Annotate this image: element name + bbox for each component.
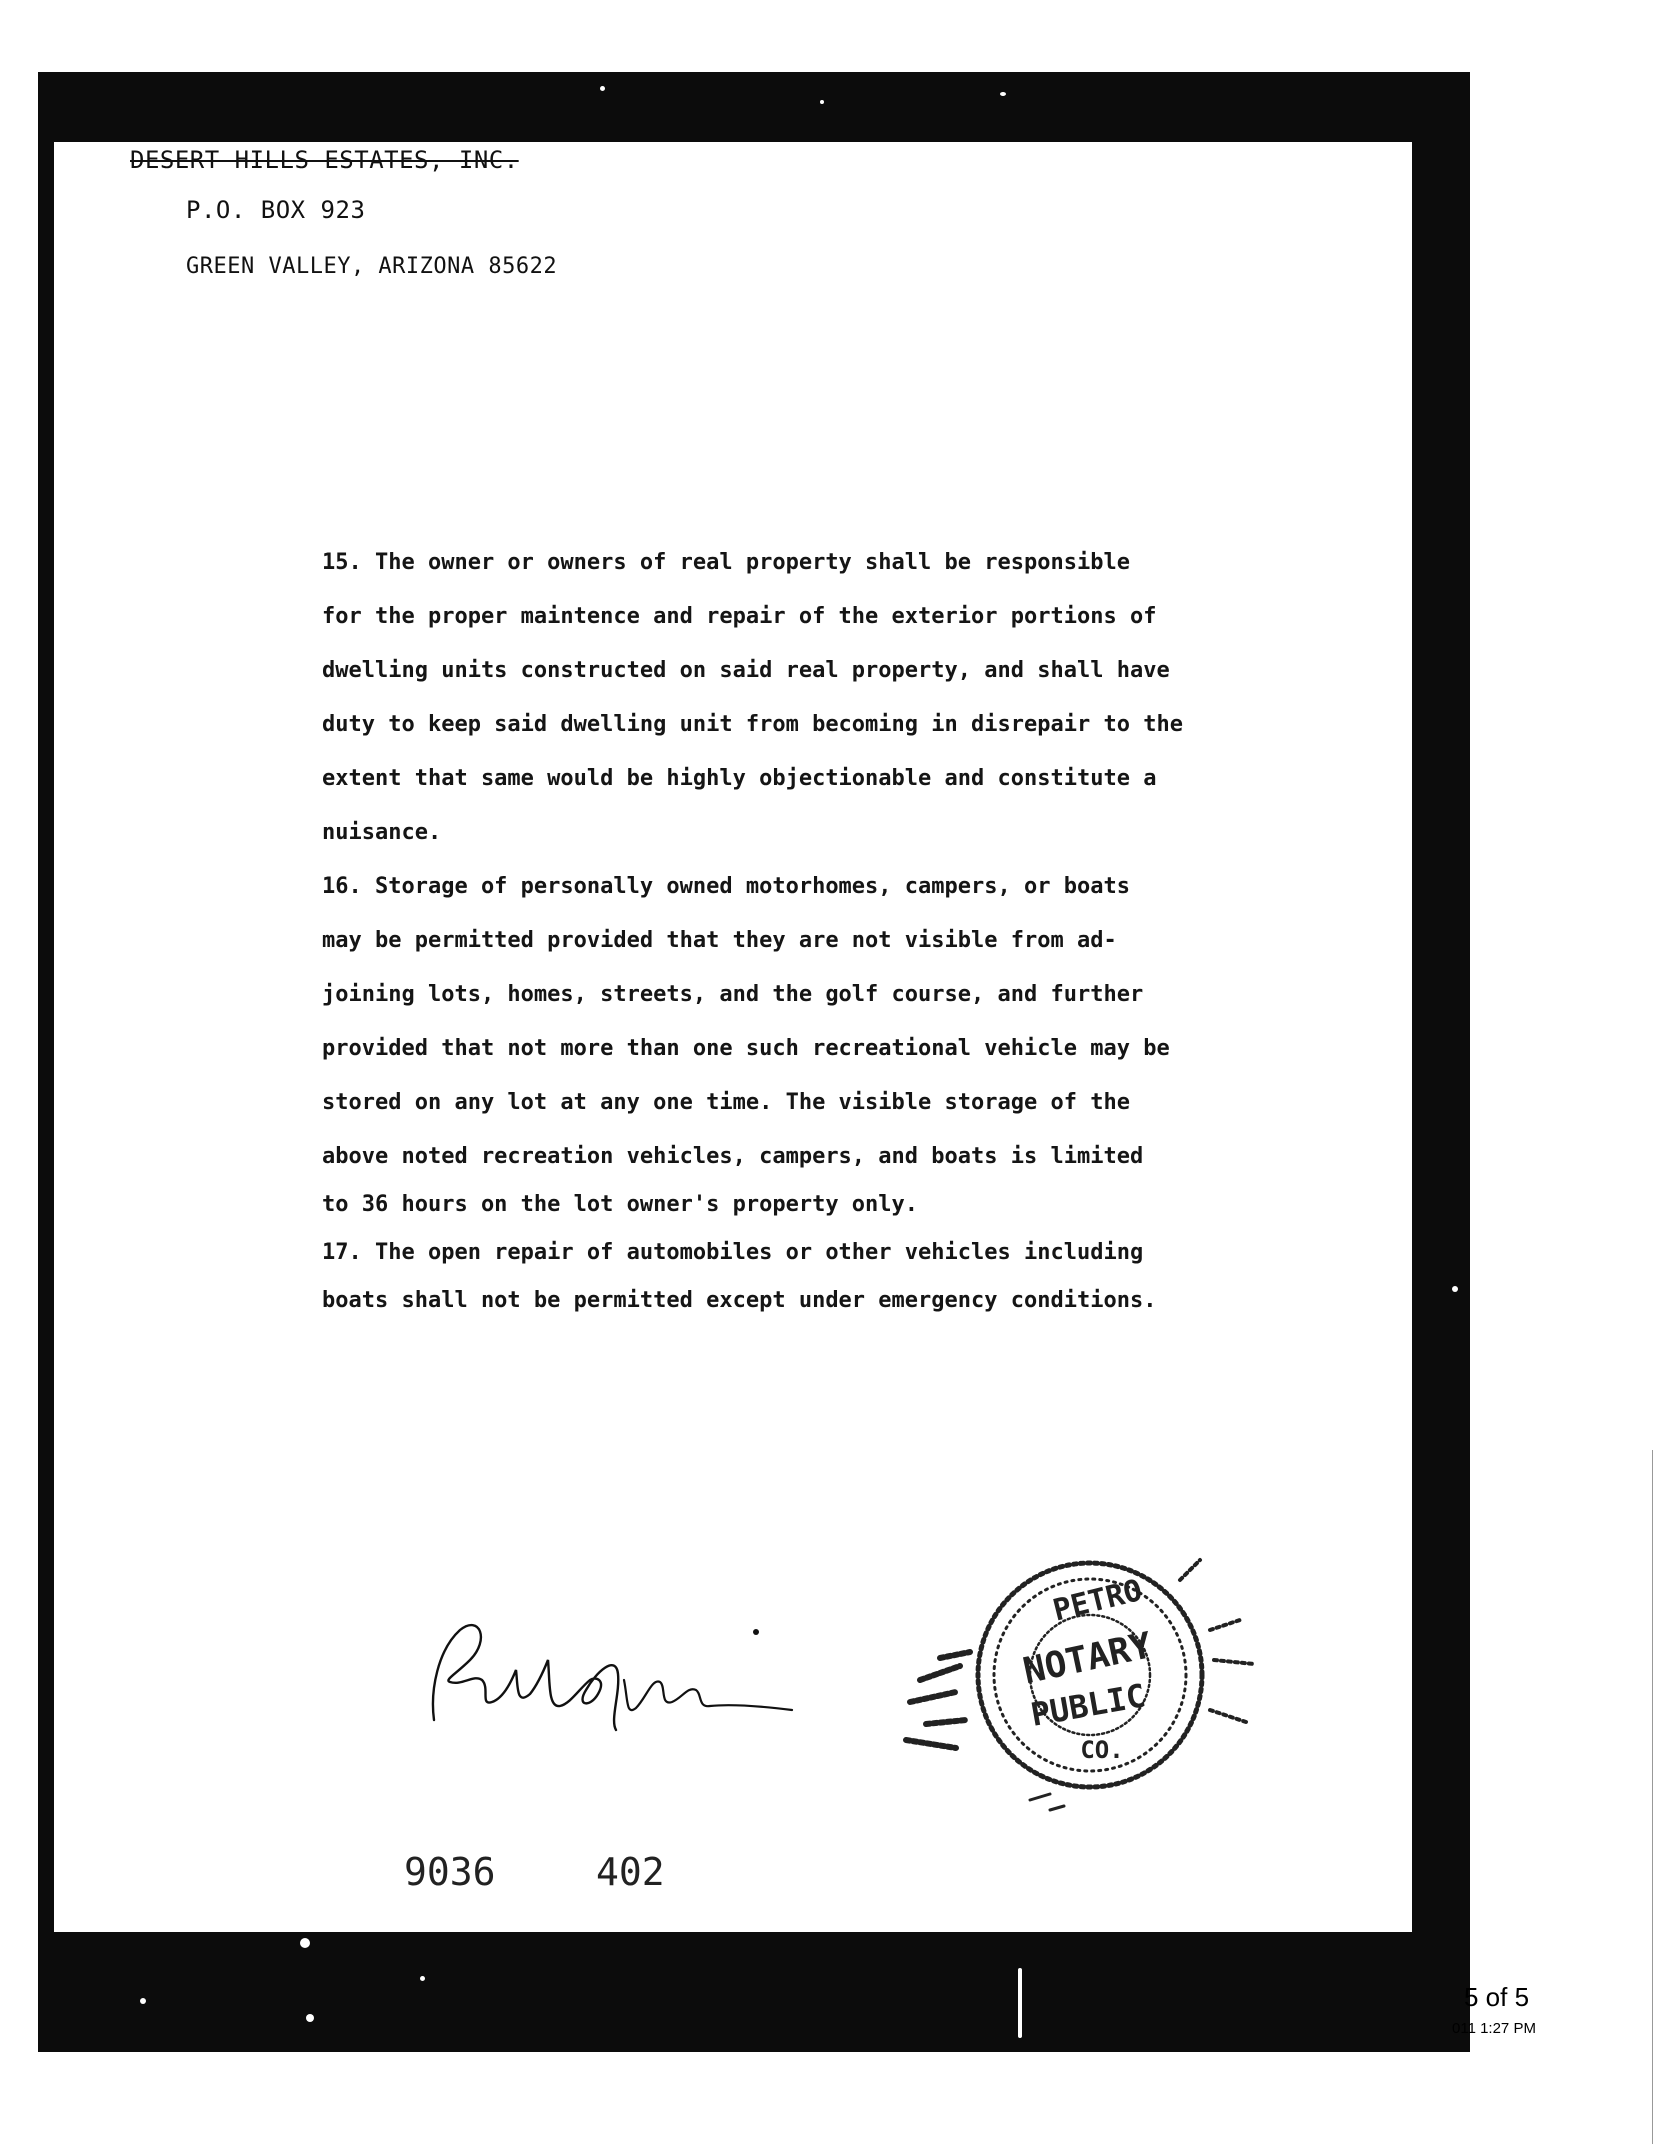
scan-speck <box>300 1938 310 1948</box>
clause-15-line-3: dwelling units constructed on said real property, and shall have <box>322 658 1170 683</box>
clause-16-line-2: may be permitted provided that they are not visible from ad- <box>322 928 1117 953</box>
company-name-text: DESERT HILLS ESTATES, INC. <box>130 146 519 174</box>
scan-speck <box>1018 1968 1022 2038</box>
city-state-zip: GREEN VALLEY, ARIZONA 85622 <box>186 254 558 279</box>
signature <box>420 1610 800 1760</box>
clause-15-line-2: for the proper maintence and repair of the exterior portions of <box>322 604 1157 629</box>
seal-center-text: NOTARY <box>1019 1625 1156 1693</box>
scan-speck <box>306 2014 314 2022</box>
scan-speck <box>54 1094 62 1102</box>
clause-15-line-6: nuisance. <box>322 820 442 845</box>
notary-seal <box>880 1510 1280 1840</box>
page-count: 5 of 5 <box>1464 1982 1530 2012</box>
clause-15-line-5: extent that same would be highly objectionable and constitute a <box>322 766 1157 791</box>
clause-16-line-1: 16. Storage of personally owned motorhomes, campers, or boats <box>322 874 1130 899</box>
seal-bottom-text: PUBLIC <box>1027 1676 1149 1734</box>
company-name <box>130 146 519 174</box>
docket-number: 9036 <box>404 1850 496 1894</box>
print-timestamp: 011 1:27 PM <box>1452 2020 1536 2037</box>
clause-16-line-5: stored on any lot at any one time. The visible storage of the <box>322 1090 1130 1115</box>
viewer-edge-rule <box>1652 1450 1653 2144</box>
clause-16-line-7: to 36 hours on the lot owner's property only. <box>322 1192 919 1217</box>
scan-speck <box>600 86 605 91</box>
clause-16-line-3: joining lots, homes, streets, and the golf course, and further <box>322 982 1144 1007</box>
clause-15-line-4: duty to keep said dwelling unit from becoming in disrepair to the <box>322 712 1183 737</box>
clause-16-line-6: above noted recreation vehicles, campers, and boats is limited <box>322 1144 1144 1169</box>
po-box: P.O. BOX 923 <box>186 196 366 224</box>
scan-speck <box>1452 1286 1458 1292</box>
scan-speck <box>420 1976 425 1981</box>
scan-speck <box>820 100 824 104</box>
clause-15-line-1: 15. The owner or owners of real property shall be responsible <box>322 550 1130 575</box>
scan-speck <box>140 1998 146 2004</box>
scan-speck <box>1000 92 1006 96</box>
clause-17-line-2: boats shall not be permitted except under emergency conditions. <box>322 1288 1157 1313</box>
clause-16-line-4: provided that not more than one such recreational vehicle may be <box>322 1036 1170 1061</box>
seal-top-text: PETRO <box>1049 1572 1146 1629</box>
clause-17-line-1: 17. The open repair of automobiles or other vehicles including <box>322 1240 1144 1265</box>
page-number: 402 <box>596 1850 665 1894</box>
seal-lower-text: CO. <box>1080 1736 1124 1764</box>
